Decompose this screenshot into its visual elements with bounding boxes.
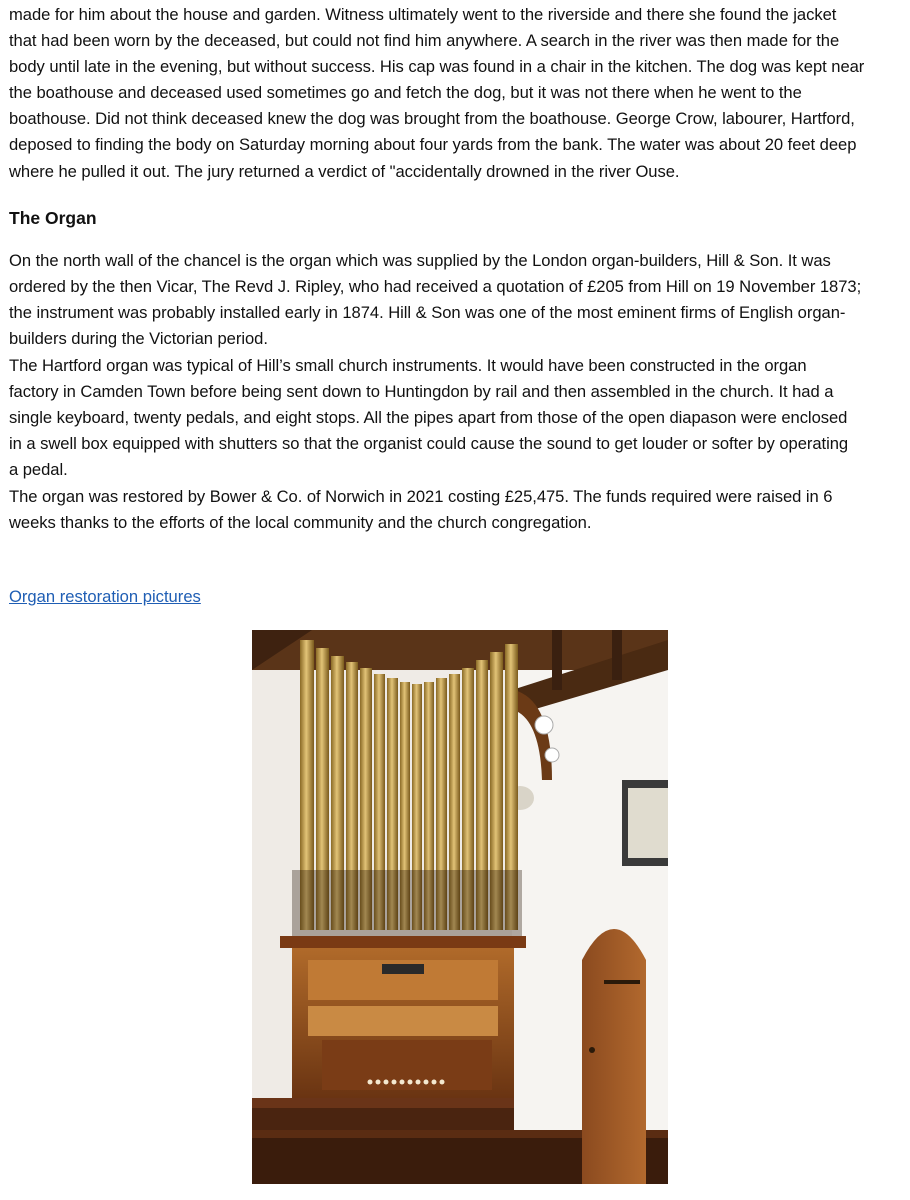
organ-photo xyxy=(252,630,668,1184)
organ-paragraph-3: The organ was restored by Bower & Co. of Norwich in 2021 costing £25,475. The funds required were raised in 6 weeks thanks to the efforts of the local community and the church congregation. xyxy=(9,487,833,533)
organ-paragraph-2: The Hartford organ was typical of Hill’s small church instruments. It would have been constructed in the organ factory in Camden Town before being sent down to Huntingdon by rail and then assembled in the church. It had a single keyboard, twenty pedals, and eight stops. All the pipes apart from those of the open diapason were enclosed in a swell box equipped with shutters so that the organist could cause the sound to get louder or softer by operating a pedal. xyxy=(9,356,849,480)
inquest-paragraph: made for him about the house and garden. Witness ultimately went to the riverside and there she found the jacket that had been worn by the deceased, but could not find him anywhere. A search in the river was then made for the body until late in the evening, but without success. His cap was found in a chair in the kitchen. The dog was kept near the boathouse and deceased used sometimes go and fetch the dog, but it was not there when he went to the boathouse. Did not think deceased knew the dog was brought from the boathouse. George Crow, labourer, Hartford, deposed to finding the body on Saturday morning about four yards from the bank. The water was about 20 feet deep where he pulled it out. The jury returned a verdict of "accidentally drowned in the river Ouse. xyxy=(9,5,865,181)
organ-paragraph-1: On the north wall of the chancel is the organ which was supplied by the London organ-builders, Hill & Son. It was ordered by the then Vicar, The Revd J. Ripley, who had received a quotation of £205 from Hill on 19 November 1873; the instrument was probably installed early in 1874. Hill & Son was one of the most eminent firms of English organ- builders during the Victorian period. xyxy=(9,251,862,349)
organ-restoration-link[interactable]: Organ restoration pictures xyxy=(9,587,201,606)
section-heading-organ: The Organ xyxy=(9,208,97,228)
